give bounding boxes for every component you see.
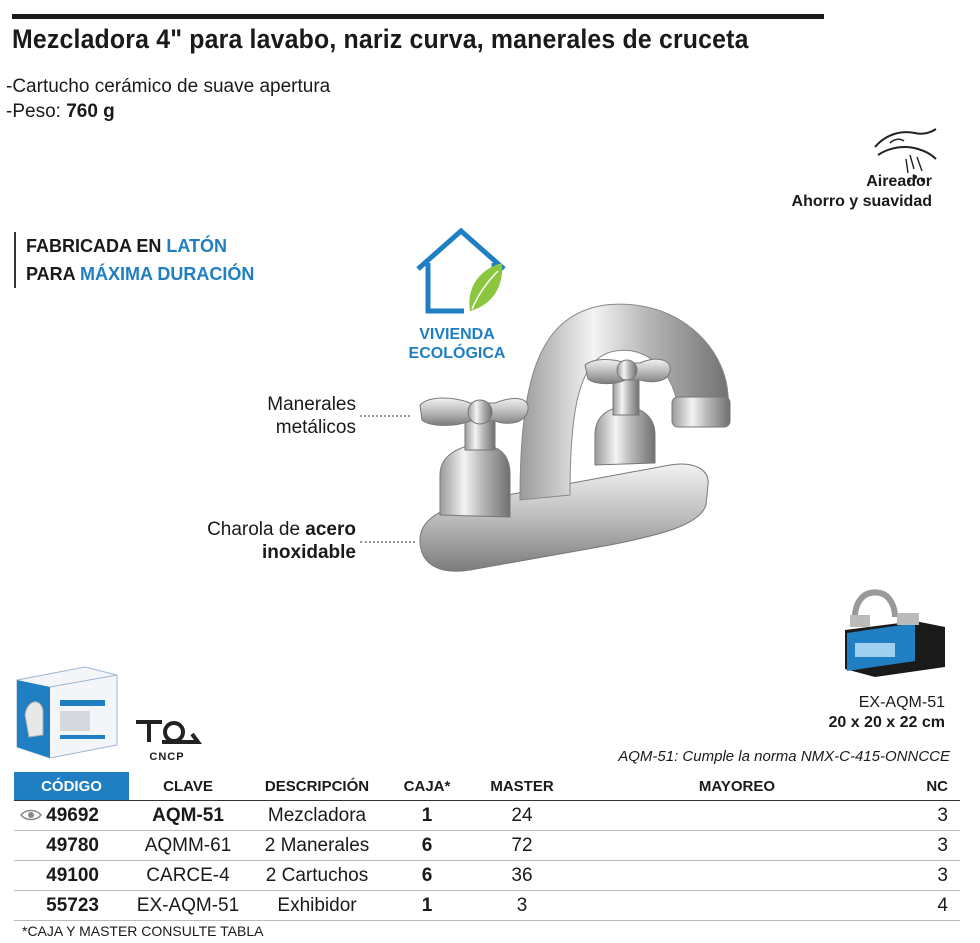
- feature-cartucho: -Cartucho cerámico de suave apertura: [6, 76, 331, 97]
- cell-nc: 4: [897, 891, 960, 921]
- product-table: [14, 772, 960, 921]
- page-title: Mezcladora 4" para lavabo, nariz curva, manerales de cruceta: [12, 24, 749, 54]
- cell-nc: 3: [897, 801, 960, 831]
- cell-mayoreo: [577, 801, 897, 831]
- header-nc: NC: [897, 772, 960, 801]
- cell-mayoreo: [577, 831, 897, 861]
- header-caja: CAJA*: [387, 772, 467, 801]
- header-master: MASTER: [467, 772, 577, 801]
- cell-nc: 3: [897, 831, 960, 861]
- cell-descripcion: 2 Cartuchos: [247, 861, 387, 891]
- header-descripcion: DESCRIPCIÓN: [247, 772, 387, 801]
- cell-codigo: 49780: [14, 831, 129, 861]
- cell-master: 24: [467, 801, 577, 831]
- cell-descripcion: Mezcladora: [247, 801, 387, 831]
- table-row: [14, 861, 960, 891]
- header-mayoreo: MAYOREO: [577, 772, 897, 801]
- cell-clave: CARCE-4: [129, 861, 247, 891]
- aireador-label: Aireador Ahorro y suavidad: [791, 173, 932, 210]
- cell-codigo: 49692: [14, 801, 129, 831]
- cell-caja: 1: [387, 801, 467, 831]
- footnote: *CAJA Y MASTER CONSULTE TABLA: [22, 923, 264, 939]
- cncp-mark-icon: [132, 718, 202, 748]
- cell-mayoreo: [577, 861, 897, 891]
- cell-codigo: 49100: [14, 861, 129, 891]
- callout-manerales: Manerales metálicos: [267, 394, 356, 438]
- laton-claim: FABRICADA EN LATÓN PARA MÁXIMA DURACIÓN: [14, 232, 254, 288]
- cell-caja: 1: [387, 891, 467, 921]
- cell-descripcion: 2 Manerales: [247, 831, 387, 861]
- table-header-row: [14, 772, 960, 801]
- table-row: [14, 831, 960, 861]
- feature-peso: -Peso: 760 g: [6, 101, 115, 122]
- table-row: [14, 891, 960, 921]
- cell-clave: AQM-51: [129, 801, 247, 831]
- callout-leader: [360, 541, 415, 543]
- cell-master: 36: [467, 861, 577, 891]
- top-rule: [12, 14, 824, 19]
- eco-label: VIVIENDA ECOLÓGICA: [408, 326, 506, 362]
- table-row: [14, 801, 960, 831]
- cell-clave: AQMM-61: [129, 831, 247, 861]
- norma-note: AQM-51: Cumple la norma NMX-C-415-ONNCCE: [618, 748, 950, 765]
- exhibitor-image: [835, 585, 950, 680]
- cell-mayoreo: [577, 891, 897, 921]
- callout-leader: [360, 415, 410, 417]
- cell-descripcion: Exhibidor: [247, 891, 387, 921]
- cell-master: 3: [467, 891, 577, 921]
- cell-codigo: 55723: [14, 891, 129, 921]
- cell-clave: EX-AQM-51: [129, 891, 247, 921]
- cell-nc: 3: [897, 861, 960, 891]
- eye-icon: [20, 809, 42, 821]
- product-box-image: [15, 655, 120, 760]
- cell-caja: 6: [387, 861, 467, 891]
- cell-master: 72: [467, 831, 577, 861]
- cncp-logo: CNCP: [132, 718, 202, 763]
- header-clave: CLAVE: [129, 772, 247, 801]
- faucet-image: [410, 285, 740, 580]
- callout-charola: Charola de acero inoxidable: [207, 519, 356, 563]
- header-codigo: CÓDIGO: [14, 772, 129, 801]
- exhibitor-label: EX-AQM-51 20 x 20 x 22 cm: [828, 694, 945, 731]
- cell-caja: 6: [387, 831, 467, 861]
